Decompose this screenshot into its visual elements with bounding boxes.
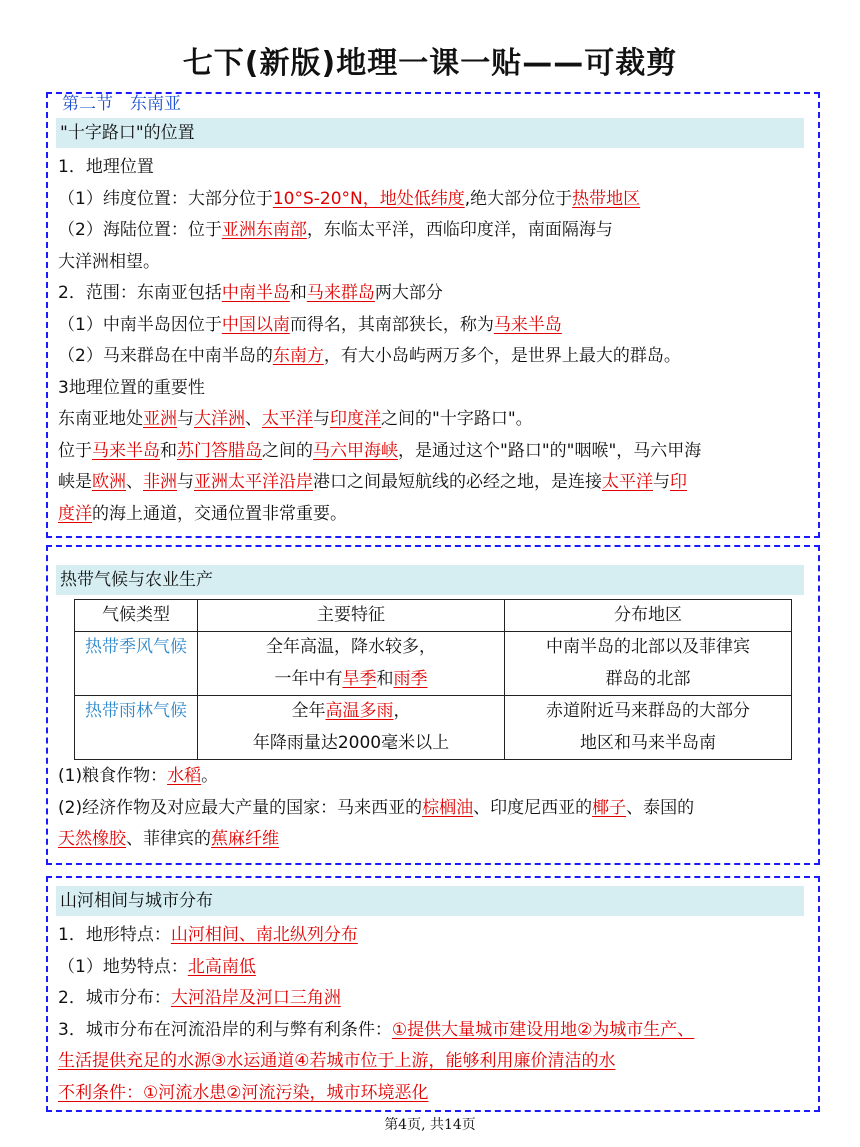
answer-text: 生活提供充足的水源③水运通道④若城市位于上游，能够利用廉价清洁的水 (58, 1051, 616, 1071)
answer-text: 太平洋 (262, 409, 313, 429)
line-text: 3地理位置的重要性 (58, 377, 205, 398)
line-text: 和 (289, 283, 307, 303)
answer-text: 马来半岛 (92, 440, 160, 461)
answer-text: 雨季 (393, 668, 428, 689)
line-text: 、菲律宾的 (126, 829, 211, 849)
climate-table (74, 599, 792, 760)
text-line (198, 696, 504, 728)
line-text: （2）海陆位置：位于 (58, 220, 222, 240)
text-line (58, 436, 808, 468)
line-text: (2)经济作物及对应最大产量的国家：马来西亚的 (58, 797, 423, 818)
line-text: 而得名，其南部狭长，称为 (289, 314, 494, 335)
answer-text: 热带地区 (572, 188, 641, 209)
line-text: 。 (201, 766, 219, 786)
line-text: 和 (376, 668, 394, 689)
line-text: ， (393, 701, 411, 721)
line-text: 赤道附近马来群岛的大部分 (546, 701, 750, 721)
line-text: ,绝大部分位于 (464, 188, 573, 209)
text-line (58, 920, 808, 952)
page-footer: 第4页, 共14页 (384, 1117, 476, 1133)
text-line (58, 247, 808, 279)
line-text: （1）中南半岛因位于 (58, 314, 222, 335)
line-text: 全年 (291, 701, 326, 721)
topic-band: 热带气候与农业生产 (56, 565, 804, 595)
text-line (58, 152, 808, 184)
answer-text: 欧洲 (92, 472, 126, 492)
climate-feature (198, 632, 505, 696)
answer-text: 东南方 (272, 346, 324, 366)
answer-text: 不利条件：①河流水患②河流污染，城市环境恶化 (58, 1082, 429, 1103)
answer-text: 马六甲海峡 (313, 440, 398, 461)
text-line (58, 761, 808, 793)
answer-text: 亚洲太平洋沿岸 (194, 472, 313, 492)
text-line (58, 341, 808, 373)
table-header: 分布地区 (505, 600, 792, 632)
answer-text: 马来群岛 (306, 283, 375, 303)
answer-text: 非洲 (143, 472, 177, 492)
line-text: 、 (126, 472, 143, 492)
line-text: 两大部分 (374, 283, 443, 303)
content-lines (58, 761, 808, 856)
table-header: 主要特征 (198, 600, 505, 632)
table-row (75, 632, 792, 696)
answer-text: 马来半岛 (493, 314, 562, 335)
line-text: 港口之间最短航线的必经之地，是连接 (313, 472, 602, 492)
line-text: 中南半岛的北部以及菲律宾 (546, 637, 750, 657)
line-text: 群岛的北部 (605, 668, 691, 689)
text-line (505, 696, 791, 728)
topic-band: "十字路口"的位置 (56, 118, 804, 148)
line-text: （1）纬度位置：大部分位于 (58, 188, 273, 209)
line-text: 、泰国的 (626, 797, 695, 818)
answer-text: 棕榈油 (422, 797, 474, 818)
answer-text: 亚洲 (143, 409, 177, 429)
answer-text: 亚洲东南部 (221, 220, 307, 240)
text-line (198, 664, 504, 696)
text-line (58, 952, 808, 984)
answer-text: 蕉麻纤维 (211, 829, 279, 849)
text-line (58, 1015, 808, 1047)
text-line (198, 632, 504, 664)
answer-text: 旱季 (342, 668, 377, 689)
line-text: 、印度尼西亚的 (473, 797, 593, 818)
line-text: 全年高温，降水较多， (266, 637, 436, 657)
line-text: 和 (160, 440, 177, 461)
line-text: 之间的 (262, 440, 313, 461)
text-line (505, 728, 791, 760)
text-line (58, 1046, 808, 1078)
line-text: 1．地形特点： (58, 925, 171, 945)
line-text: 与 (313, 409, 330, 429)
text-line (58, 404, 808, 436)
line-text: （1）地势特点： (58, 956, 188, 977)
answer-text: 印度洋 (330, 409, 381, 429)
answer-text: 度洋 (58, 503, 92, 524)
cut-card-climate (46, 545, 820, 865)
climate-feature (198, 696, 505, 760)
line-text: 一年中有 (274, 668, 343, 689)
text-line (58, 1078, 808, 1110)
section-heading: 第二节 东南亚 (58, 94, 185, 114)
line-text: （2）马来群岛在中南半岛的 (58, 346, 273, 366)
climate-region (505, 632, 792, 696)
line-text: ，东临太平洋，西临印度洋，南面隔海与 (306, 220, 613, 240)
line-text: 1．地理位置 (58, 157, 154, 177)
text-line (58, 824, 808, 856)
line-text: 3．城市分布在河流沿岸的利与弊有利条件： (58, 1019, 392, 1040)
text-line (58, 793, 808, 825)
answer-text: 中国以南 (221, 314, 290, 335)
line-text: 位于 (58, 440, 92, 461)
cut-card-location (46, 92, 820, 538)
table-header: 气候类型 (75, 600, 198, 632)
answer-text: 北高南低 (187, 956, 256, 977)
line-text: 与 (177, 409, 194, 429)
text-line (58, 983, 808, 1015)
text-line (58, 278, 808, 310)
line-text: 大洋洲相望。 (58, 251, 160, 272)
text-line (58, 499, 808, 531)
table-header-row (75, 600, 792, 632)
topic-band: 山河相间与城市分布 (56, 886, 804, 916)
line-text: (1)粮食作物： (58, 766, 168, 786)
page-title: 七下(新版)地理一课一贴——可裁剪 (182, 46, 678, 81)
line-text: ，是通过这个"路口"的"咽喉"，马六甲海 (398, 440, 702, 461)
text-line (58, 373, 808, 405)
answer-text: 山河相间、南北纵列分布 (170, 925, 358, 945)
line-text: 2．城市分布： (58, 988, 171, 1008)
answer-text: 椰子 (592, 797, 627, 818)
text-line (58, 310, 808, 342)
cut-card-terrain (46, 876, 820, 1112)
line-text: 东南亚地处 (58, 409, 143, 429)
text-line (505, 632, 791, 664)
climate-type: 热带季风气候 (75, 632, 198, 696)
line-text: 与 (177, 472, 194, 492)
text-line (198, 728, 504, 760)
answer-text: 大洋洲 (194, 409, 245, 429)
line-text: 的海上通道，交通位置非常重要。 (92, 503, 347, 524)
line-text: 年降雨量达2000毫米以上 (252, 732, 450, 753)
answer-text: 印 (670, 472, 687, 492)
line-text: 之间的"十字路口"。 (381, 409, 533, 429)
climate-region (505, 696, 792, 760)
content-lines (58, 920, 808, 1109)
answer-text: 天然橡胶 (58, 829, 126, 849)
line-text: 峡是 (58, 472, 92, 492)
text-line (58, 215, 808, 247)
answer-text: 太平洋 (602, 472, 653, 492)
line-text: ，有大小岛屿两万多个，是世界上最大的群岛。 (323, 346, 681, 366)
answer-text: 高温多雨 (325, 701, 394, 721)
answer-text: 10°S-20°N，地处低纬度 (272, 188, 465, 209)
line-text: 2．范围：东南亚包括 (58, 283, 222, 303)
text-line (58, 467, 808, 499)
line-text: 、 (245, 409, 262, 429)
climate-type: 热带雨林气候 (75, 696, 198, 760)
answer-text: 苏门答腊岛 (177, 440, 262, 461)
text-line (505, 664, 791, 696)
table-row (75, 696, 792, 760)
answer-text: 中南半岛 (221, 283, 290, 303)
line-text: 与 (653, 472, 670, 492)
content-lines (58, 152, 808, 530)
answer-text: 水稻 (167, 766, 202, 786)
answer-text: 大河沿岸及河口三角洲 (170, 988, 341, 1008)
text-line (58, 184, 808, 216)
answer-text: ①提供大量城市建设用地②为城市生产、 (391, 1019, 695, 1040)
line-text: 地区和马来半岛南 (580, 732, 716, 753)
